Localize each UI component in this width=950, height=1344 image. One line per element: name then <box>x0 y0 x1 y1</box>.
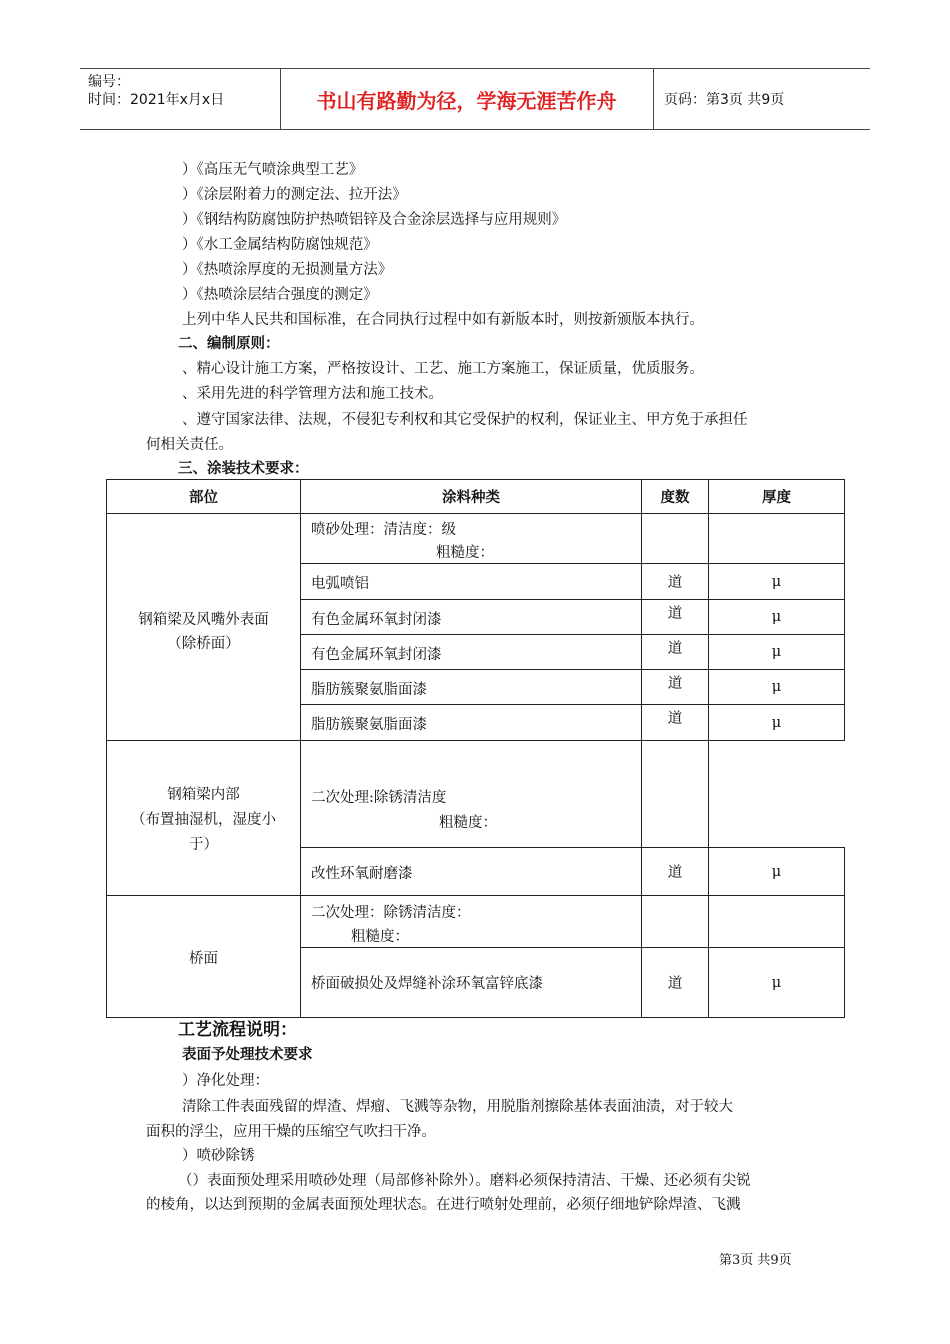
col-header-paint: 涂料种类 <box>300 479 642 514</box>
table-cell-paint <box>300 740 642 848</box>
table-cell-part <box>106 740 301 896</box>
table-cell-thickness: μ <box>708 847 845 896</box>
reference-item: ）《热喷涂厚度的无损测量方法》 <box>182 262 393 278</box>
table-cell-count <box>641 669 709 705</box>
paint-label: 脂肪簇聚氨脂面漆 <box>311 717 427 733</box>
table-cell-count: 道 <box>641 947 709 1018</box>
table-cell-count <box>641 599 709 635</box>
col-header-count: 度数 <box>641 479 709 514</box>
table-cell-count <box>641 634 709 670</box>
page-footer: 第3页 共9页 <box>719 1253 792 1268</box>
paint-label: 喷砂处理：清洁度：级 <box>311 522 456 538</box>
table-cell-count <box>641 740 709 848</box>
part-label: 于） <box>189 837 218 853</box>
reference-item: ）《水工金属结构防腐蚀规范》 <box>182 237 378 253</box>
process-text: 面积的浮尘，应用干燥的压缩空气吹扫干净。 <box>146 1124 436 1140</box>
count-label: 道 <box>667 641 683 657</box>
part-label: 桥面 <box>189 951 218 967</box>
section-title: 二、编制原则： <box>178 336 280 352</box>
principle-item: 、采用先进的科学管理方法和施工技术。 <box>182 386 443 402</box>
process-text: （）表面预处理采用喷砂处理（局部修补除外）。磨料必须保持清洁、干燥、还必须有尖锐 <box>178 1173 751 1189</box>
paint-label: 有色金属环氧封闭漆 <box>311 647 442 663</box>
header-meta <box>80 69 281 129</box>
paint-label: 二次处理:除锈清洁度 <box>311 790 447 806</box>
table-cell-paint <box>300 599 642 635</box>
table-cell-paint <box>300 847 642 896</box>
part-label: （布置抽湿机，湿度小 <box>131 812 276 828</box>
table-cell-thickness: μ <box>708 704 845 741</box>
col-header-thickness: 厚度 <box>708 479 845 514</box>
paint-label: 脂肪簇聚氨脂面漆 <box>311 682 427 698</box>
header-page-info: 页码：第3页 共9页 <box>664 92 785 108</box>
table-cell-count <box>641 704 709 741</box>
section-title: 工艺流程说明： <box>178 1020 297 1040</box>
table-cell-part <box>106 895 301 1018</box>
table-cell-thickness: μ <box>708 947 845 1018</box>
paint-label: 有色金属环氧封闭漆 <box>311 612 442 628</box>
process-text: 的棱角，以达到预期的金属表面预处理状态。在进行喷射处理前，必须仔细地铲除焊渣、飞溅 <box>146 1197 741 1213</box>
reference-item: ）《涂层附着力的测定法、拉开法》 <box>182 187 407 203</box>
table-cell-paint <box>300 563 642 600</box>
reference-item: ）《钢结构防腐蚀防护热喷铝锌及合金涂层选择与应用规则》 <box>182 212 567 228</box>
doc-date: 时间：2021年x月x日 <box>88 92 225 108</box>
principle-item: 、遵守国家法律、法规，不侵犯专利权和其它受保护的权利，保证业主、甲方免于承担任 <box>182 412 748 428</box>
table-cell-thickness <box>708 513 845 564</box>
paint-label: 改性环氧耐磨漆 <box>311 866 413 882</box>
table-cell-count <box>641 513 709 564</box>
count-label: 道 <box>667 676 683 692</box>
doc-number-label: 编号： <box>88 74 130 90</box>
table-cell-thickness: μ <box>708 599 845 635</box>
table-cell-paint <box>300 704 642 741</box>
paint-label: 二次处理：除锈清洁度： <box>311 905 471 921</box>
process-text: 清除工件表面残留的焊渣、焊瘤、飞溅等杂物，用脱脂剂擦除基体表面油渍，对于较大 <box>182 1099 733 1115</box>
table-cell-paint <box>300 669 642 705</box>
header-motto: 书山有路勤为径，学海无涯苦作舟 <box>280 69 654 129</box>
table-cell-count: 道 <box>641 847 709 896</box>
paint-label: 粗糙度： <box>439 815 497 831</box>
table-cell-count <box>641 895 709 948</box>
table-cell-thickness: μ <box>708 669 845 705</box>
table-cell-paint <box>300 947 642 1018</box>
count-label: 道 <box>667 711 683 727</box>
col-header-part: 部位 <box>106 479 301 514</box>
table-cell-part <box>106 513 301 741</box>
standards-note: 上列中华人民共和国标准，在合同执行过程中如有新版本时，则按新颁版本执行。 <box>182 312 704 328</box>
paint-label: 桥面破损处及焊缝补涂环氧富锌底漆 <box>311 976 543 992</box>
part-label: 钢箱梁及风嘴外表面 <box>138 612 269 628</box>
paint-label: 粗糙度： <box>436 545 494 561</box>
principle-item-cont: 何相关责任。 <box>146 437 233 453</box>
table-cell-paint <box>300 513 642 564</box>
reference-item: ）《热喷涂层结合强度的测定》 <box>182 287 378 303</box>
page-header <box>80 68 870 130</box>
table-cell-paint <box>300 895 642 948</box>
part-label: 钢箱梁内部 <box>167 787 240 803</box>
paint-label: 粗糙度： <box>351 929 409 945</box>
paint-label: 电弧喷铝 <box>311 576 369 592</box>
table-cell-paint <box>300 634 642 670</box>
process-item: ）净化处理： <box>182 1073 269 1089</box>
principle-item: 、精心设计施工方案，严格按设计、工艺、施工方案施工，保证质量，优质服务。 <box>182 361 704 377</box>
section-title: 三、涂装技术要求： <box>178 461 309 477</box>
table-cell-thickness <box>708 895 845 948</box>
table-cell-thickness: μ <box>708 563 845 600</box>
table-cell-thickness: μ <box>708 634 845 670</box>
process-item: ）喷砂除锈 <box>182 1148 255 1164</box>
count-label: 道 <box>667 606 683 622</box>
reference-item: ）《高压无气喷涂典型工艺》 <box>182 162 364 178</box>
subsection-title: 表面予处理技术要求 <box>182 1047 313 1063</box>
table-cell-count: 道 <box>641 563 709 600</box>
part-label: （除桥面） <box>167 636 240 652</box>
